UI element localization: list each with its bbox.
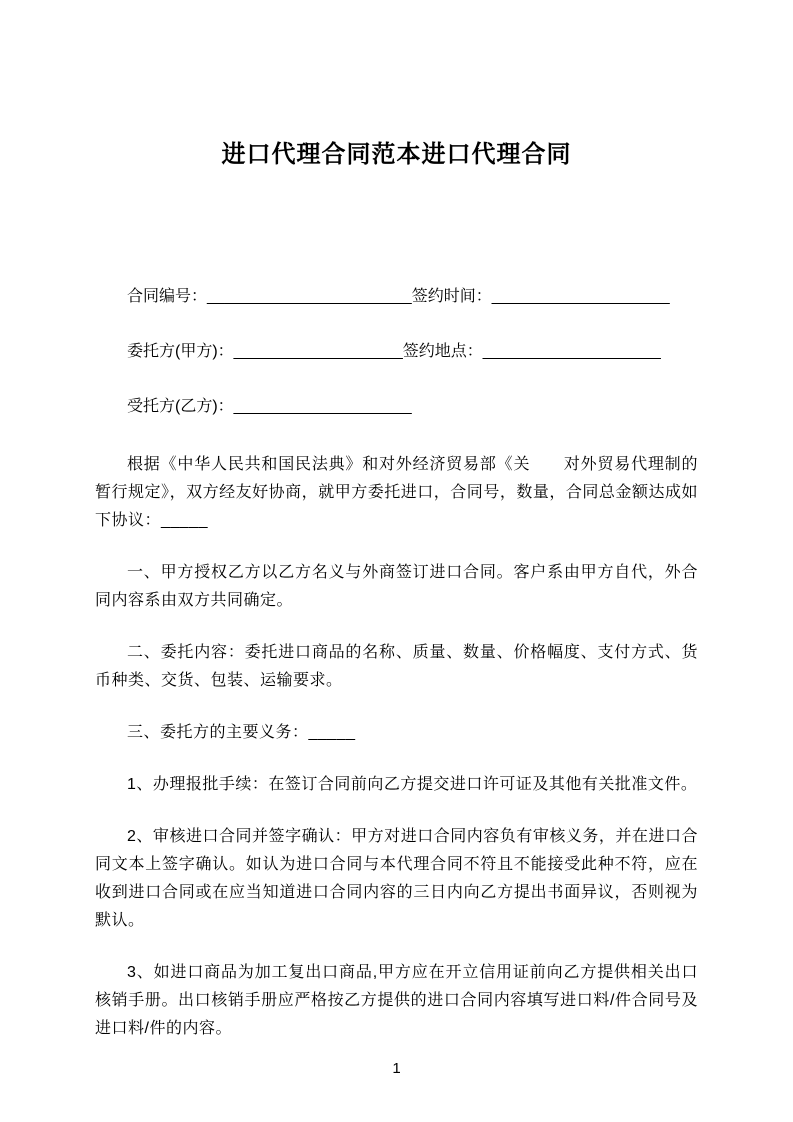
contract-number-blank: _______________________ [207,288,412,305]
signing-time-label: 签约时间： [411,288,492,305]
paragraph-obligation-3: 3、如进口商品为加工复出口商品,甲方应在开立信用证前向乙方提供相关出口核销手册。出口核销手册应严格按乙方提供的进口合同内容填写进口料/件合同号及进口料/件的内容。 [95,964,698,1037]
signing-place-blank: ____________________ [482,343,661,360]
entrusted-party-label: 受托方(乙方)： [127,398,234,415]
contract-body [95,451,698,1043]
paragraph-clause-1: 一、甲方授权乙方以乙方名义与外商签订进口合同。客户系由甲方自代，外合同内容系由双方共同确定。 [95,564,698,609]
contract-header-fields [95,286,698,417]
entrusted-party-line [95,396,698,417]
entrusting-party-line [95,341,698,362]
paragraph-obligation-2: 2、审核进口合同并签字确认：甲方对进口合同内容负有审核义务，并在进口合同文本上签字确认。如认为进口合同与本代理合同不符且不能接受此种不符，应在收到进口合同或在应当知道进口合同内容的三日内向乙方提出书面异议，否则视为默认。 [95,828,698,929]
signing-time-blank: ____________________ [491,288,670,305]
signing-place-label: 签约地点： [402,343,483,360]
paragraph-legal-basis: 根据《中华人民共和国民法典》和对外经济贸易部《关 对外贸易代理制的暂行规定》，双方经友好协商，就甲方委托进口，合同号，数量，合同总金额达成如下协议：_____ [95,456,698,529]
entrusted-party-blank: ____________________ [233,398,412,415]
page-number: 1 [392,1060,401,1077]
paragraph-clause-3: 三、委托方的主要义务：_____ [127,724,356,741]
document-title: 进口代理合同范本进口代理合同 [221,141,572,168]
entrusting-party-blank: ___________________ [233,343,403,360]
contract-number-line [95,286,698,307]
paragraph-obligation-1: 1、办理报批手续：在签订合同前向乙方提交进口许可证及其他有关批准文件。 [127,776,698,793]
paragraph-clause-2: 二、委托内容：委托进口商品的名称、质量、数量、价格幅度、支付方式、货币种类、交货、包装、运输要求。 [95,644,698,689]
entrusting-party-label: 委托方(甲方)： [127,343,234,360]
contract-number-label: 合同编号： [127,288,208,305]
